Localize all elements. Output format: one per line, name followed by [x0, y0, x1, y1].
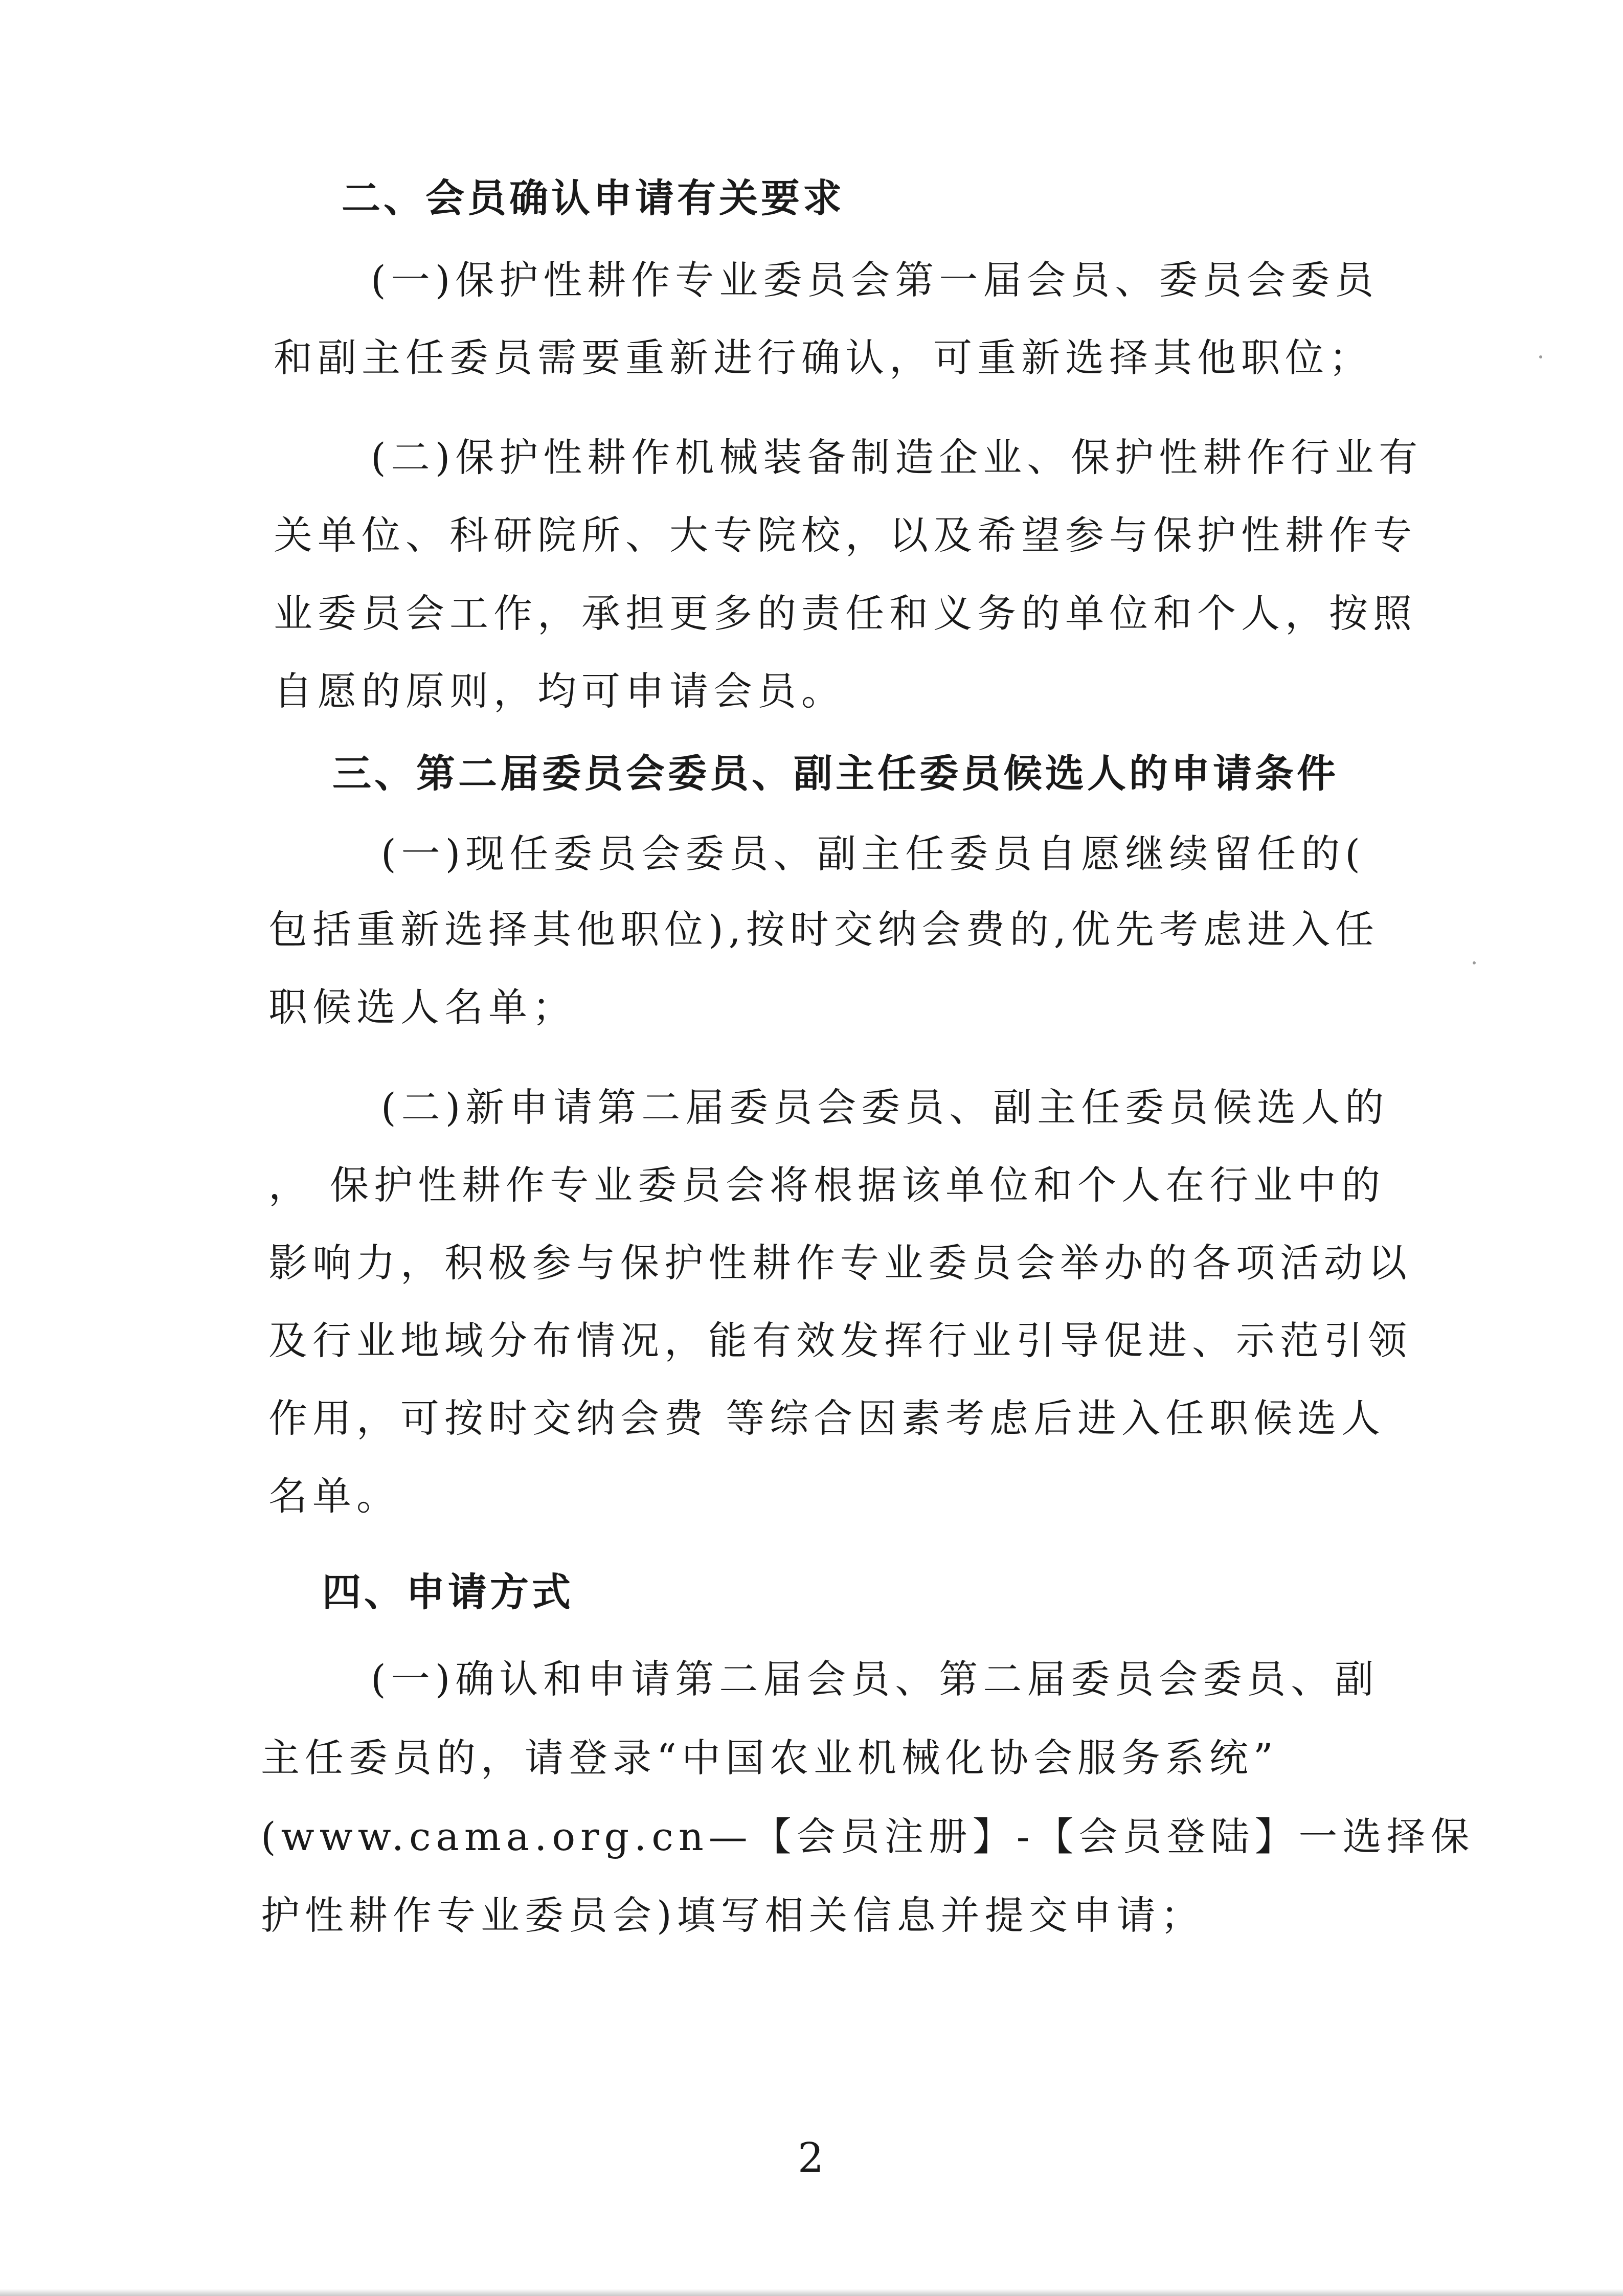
- paragraph-line: (一)保护性耕作专业委员会第一届会员、委员会委员: [371, 257, 1379, 303]
- section-heading-2: 二、会员确认申请有关要求: [342, 175, 845, 221]
- scan-speck: [1473, 961, 1476, 964]
- paragraph-line: (一)确认和申请第二届会员、第二届委员会委员、副: [371, 1656, 1379, 1702]
- scan-bottom-edge: [0, 2289, 1623, 2296]
- section-heading-3: 三、第二届委员会委员、副主任委员候选人的申请条件: [332, 751, 1339, 796]
- paragraph-line: 包括重新选择其他职位),按时交纳会费的,优先考虑进入任: [268, 907, 1379, 952]
- paragraph-line: 及行业地域分布情况，能有效发挥行业引导促进、示范引领: [268, 1318, 1412, 1363]
- scan-speck: [1539, 355, 1542, 358]
- paragraph-line: 业委员会工作，承担更多的责任和义务的单位和个人，按照: [274, 591, 1417, 636]
- page-number: 2: [798, 2134, 824, 2181]
- paragraph-line: 影响力，积极参与保护性耕作专业委员会举办的各项活动以: [268, 1240, 1412, 1286]
- section-heading-4: 四、申请方式: [322, 1569, 574, 1615]
- paragraph-line: 关单位、科研院所、大专院校，以及希望参与保护性耕作专: [274, 512, 1417, 558]
- paragraph-line: (一)现任委员会委员、副主任委员自愿继续留任的(: [381, 831, 1365, 876]
- paragraph-line: 主任委员的，请登录“中国农业机械化协会服务系统”: [261, 1735, 1278, 1781]
- paragraph-line: (www.cama.org.cn—【会员注册】-【会员登陆】一选择保: [261, 1814, 1475, 1859]
- paragraph-line: (二)保护性耕作机械装备制造企业、保护性耕作行业有: [371, 435, 1423, 480]
- paragraph-line: 职候选人名单；: [268, 984, 576, 1030]
- paragraph-line: 和副主任委员需要重新进行确认，可重新选择其他职位；: [274, 335, 1373, 380]
- paragraph-line: 护性耕作专业委员会)填写相关信息并提交申请；: [261, 1893, 1205, 1938]
- paragraph-line: (二)新申请第二届委员会委员、副主任委员候选人的: [381, 1085, 1389, 1130]
- paragraph-line: 自愿的原则，均可申请会员。: [274, 668, 845, 714]
- paragraph-line: 名单。: [268, 1473, 400, 1519]
- paragraph-line: ， 保护性耕作专业委员会将根据该单位和个人在行业中的: [268, 1162, 1386, 1208]
- paragraph-line: 作用，可按时交纳会费 等综合因素考虑后进入任职候选人: [268, 1395, 1386, 1441]
